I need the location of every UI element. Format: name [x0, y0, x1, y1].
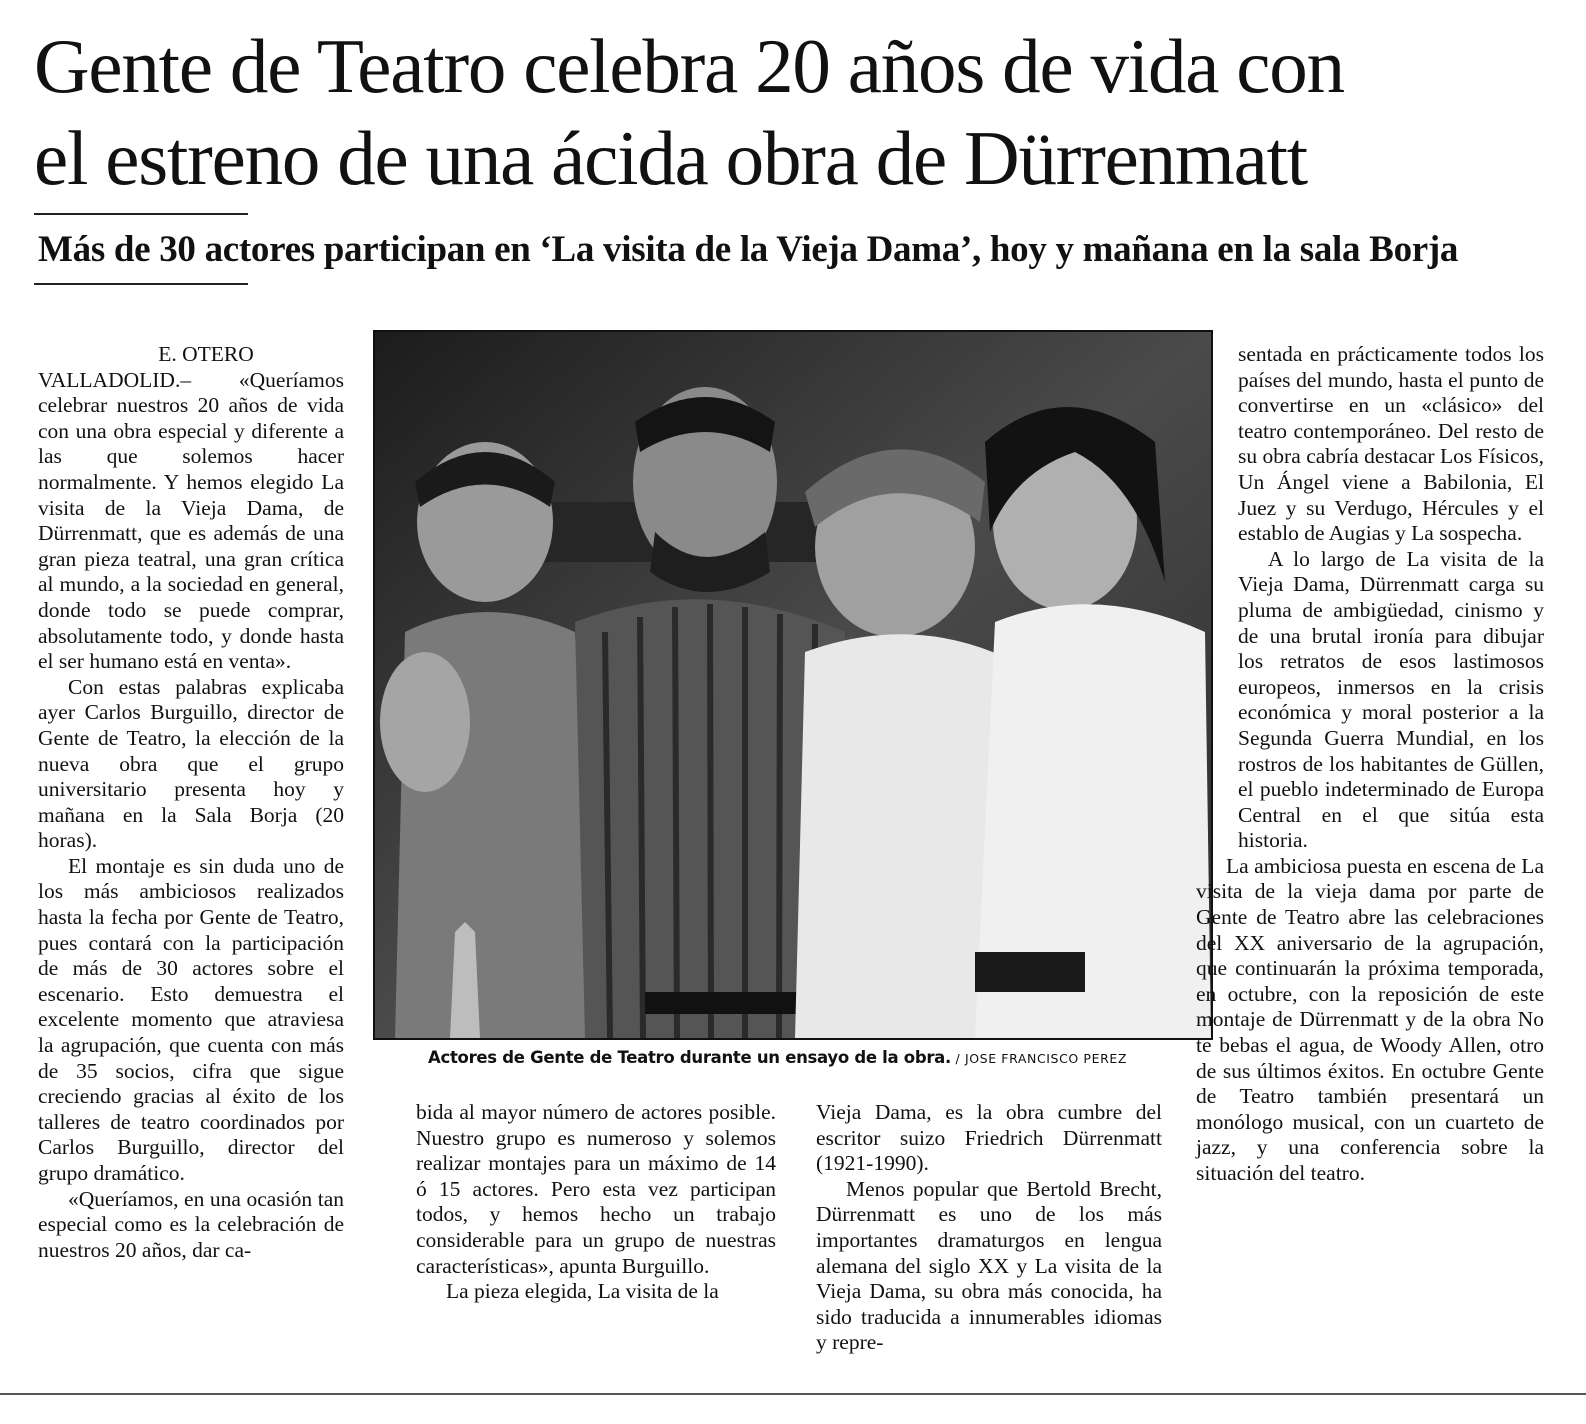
photo-caption — [428, 1048, 1188, 1067]
subheadline: Más de 30 actores participan en ‘La visita de la Vieja Dama’, hoy y mañana en la sala Borja — [38, 229, 1459, 270]
divider-top — [34, 213, 248, 215]
paragraph: El montaje es sin duda uno de los más ambiciosos realizados hasta la fecha por Gente de Teatro, pues contará con la participación de más de 30 actores sobre el escenario. Esto demuestra el excelente momento que atraviesa la agrupación, que cuenta con más de 35 socios, cifra que sigue creciendo gracias al éxito de los talleres de teatro coordinados por Carlos Burguillo, director del grupo dramático. — [38, 853, 344, 1185]
photo-credit: / JOSE FRANCISCO PEREZ — [950, 1051, 1128, 1066]
headline-line-2: el estreno de una ácida obra de Dürrenmatt — [34, 115, 1307, 201]
paragraph: A lo largo de La visita de la Vieja Dama, Dürrenmatt carga su pluma de ambigüedad, cinismo y de una brutal ironía para dibujar los retratos de esos lastimosos europeos, inmersos en la crisis económica y moral posterior a la Segunda Guerra Mundial, en los rostros de los habitantes de Güllen, el pueblo indeterminado de Europa Central en el que sitúa esta historia. — [1238, 546, 1544, 853]
paragraph: Con estas palabras explicaba ayer Carlos Burguillo, director de Gente de Teatro, la elección de la nueva obra que el grupo universitario presenta hoy y mañana en la Sala Borja (20 horas). — [38, 674, 344, 853]
article-column-4 — [1196, 342, 1544, 1187]
page-bottom-rule — [0, 1393, 1586, 1395]
paragraph: VALLADOLID.– «Queríamos celebrar nuestros 20 años de vida con una obra especial y diferente a las que solemos hacer normalmente. Y hemos elegido La visita de la Vieja Dama, de Dürrenmatt, que es además de una gran pieza teatral, una gran crítica al mundo, a la sociedad en general, donde todo se puede comprar, absolutamente todo, y donde hasta el ser humano está en venta». — [38, 367, 344, 674]
article-column-2 — [416, 1100, 776, 1305]
paragraph: Vieja Dama, es la obra cumbre del escritor suizo Friedrich Dürrenmatt (1921-1990). — [816, 1100, 1162, 1176]
paragraph: «Queríamos, en una ocasión tan especial como es la celebración de nuestros 20 años, dar ca- — [38, 1186, 344, 1262]
caption-text: Actores de Gente de Teatro durante un ensayo de la obra. — [428, 1048, 951, 1067]
paragraph: Menos popular que Bertold Brecht, Dürrenmatt es uno de los más importantes dramaturgos en lengua alemana del siglo XX y La visita de la Vieja Dama, su obra más conocida, ha sido traducida a innumerables idiomas y repre- — [816, 1176, 1162, 1355]
article-column-3 — [816, 1100, 1162, 1356]
article-photo — [373, 330, 1213, 1040]
paragraph: La pieza elegida, La visita de la — [446, 1279, 719, 1304]
article-column-1 — [38, 342, 344, 1263]
headline-line-1: Gente de Teatro celebra 20 años de vida con — [34, 23, 1344, 109]
byline: E. OTERO — [158, 342, 254, 366]
paragraph: La ambiciosa puesta en escena de La visita de la vieja dama por parte de Gente de Teatro abre las celebraciones del XX aniversario de la agrupación, que continuarán la próxima temporada, en octubre, con la reposición de este montaje de Dürrenmatt y de la obra No te bebas el agua, de Woody Allen, otro de sus últimos éxitos. En octubre Gente de Teatro también presentará un monólogo musical, con un cuarteto de jazz, y una conferencia sobre la situación del teatro. — [1196, 853, 1544, 1185]
paragraph: sentada en prácticamente todos los países del mundo, hasta el punto de convertirse en un «clásico» del teatro contemporáneo. Del resto de su obra cabría destacar Los Físicos, Un Ángel viene a Babilonia, El Juez y su Verdugo, Hércules y el establo de Augias y La sospecha. — [1238, 342, 1544, 546]
headline — [34, 20, 1564, 204]
divider-middle — [34, 283, 248, 285]
paragraph: bida al mayor número de actores posible. Nuestro grupo es numeroso y solemos realizar montajes para un máximo de 14 ó 15 actores. Pero esta vez participan todos, y hemos hecho un trabajo considerable para un grupo de nuestras características», apunta Burguillo. — [416, 1100, 776, 1278]
